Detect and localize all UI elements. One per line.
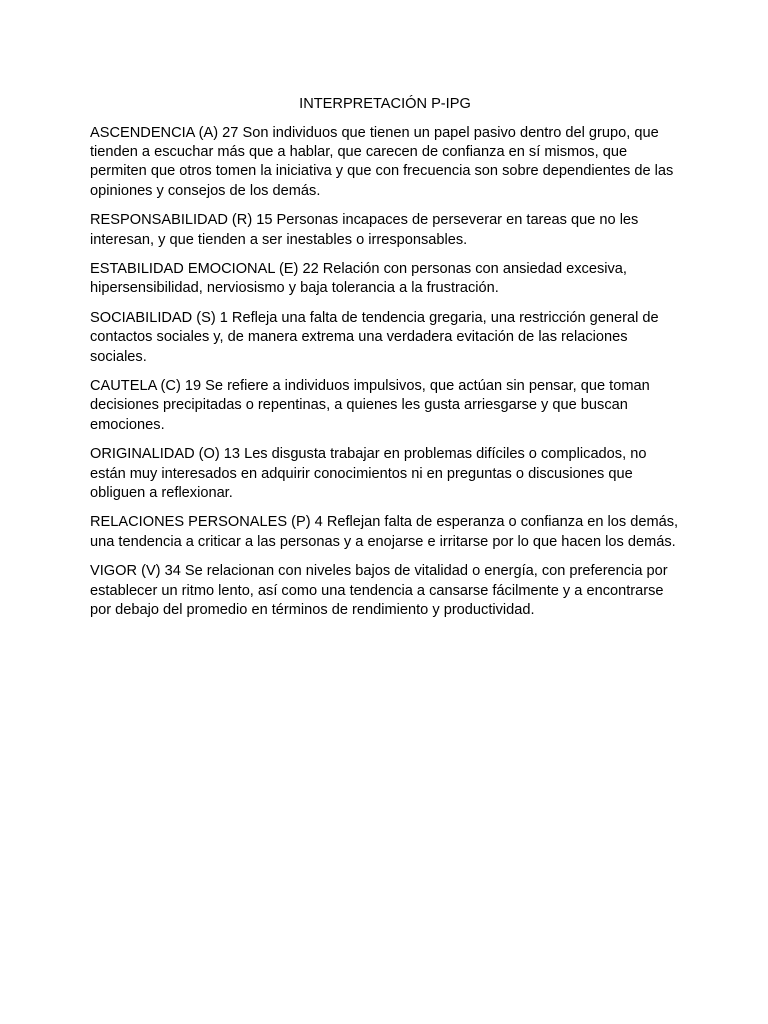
section-vigor: VIGOR (V) 34 Se relacionan con niveles bajos de vitalidad o energía, con preferencia por establecer un ritmo lento, así como una tendencia a cansarse fácilmente y a encontrarse por debajo del promedio en términos de rendimiento y productividad. (90, 563, 668, 618)
section-responsabilidad: RESPONSABILIDAD (R) 15 Personas incapaces de perseverar en tareas que no les interesan, y que tienden a ser inestables o irresponsables. (90, 212, 639, 248)
section-cautela: CAUTELA (C) 19 Se refiere a individuos impulsivos, que actúan sin pensar, que toman decisiones precipitadas o repentinas, a quienes les gusta arriesgarse y que buscan emociones. (90, 378, 650, 433)
section-relaciones-personales: RELACIONES PERSONALES (P) 4 Reflejan falta de esperanza o confianza en los demás, una tendencia a criticar a las personas y a enojarse e irritarse por lo que hacen los demás. (90, 514, 679, 550)
section-sociabilidad: SOCIABILIDAD (S) 1 Refleja una falta de tendencia gregaria, una restricción general de contactos sociales y, de manera extrema una verdadera evitación de las relaciones sociales. (90, 310, 659, 365)
section-originalidad: ORIGINALIDAD (O) 13 Les disgusta trabajar en problemas difíciles o complicados, no están muy interesados en adquirir conocimientos ni en preguntas o discusiones que obliguen a reflexionar. (90, 446, 647, 501)
section-estabilidad-emocional: ESTABILIDAD EMOCIONAL (E) 22 Relación con personas con ansiedad excesiva, hipersensibilidad, nerviosismo y baja tolerancia a la frustración. (90, 261, 627, 297)
document-title: INTERPRETACIÓN P-IPG (299, 96, 471, 112)
section-ascendencia: ASCENDENCIA (A) 27 Son individuos que tienen un papel pasivo dentro del grupo, que tienden a escuchar más que a hablar, que carecen de confianza en sí mismos, que permiten que otros tomen la iniciativa y que con frecuencia son sobre dependientes de las opiniones y consejos de los demás. (90, 125, 674, 199)
